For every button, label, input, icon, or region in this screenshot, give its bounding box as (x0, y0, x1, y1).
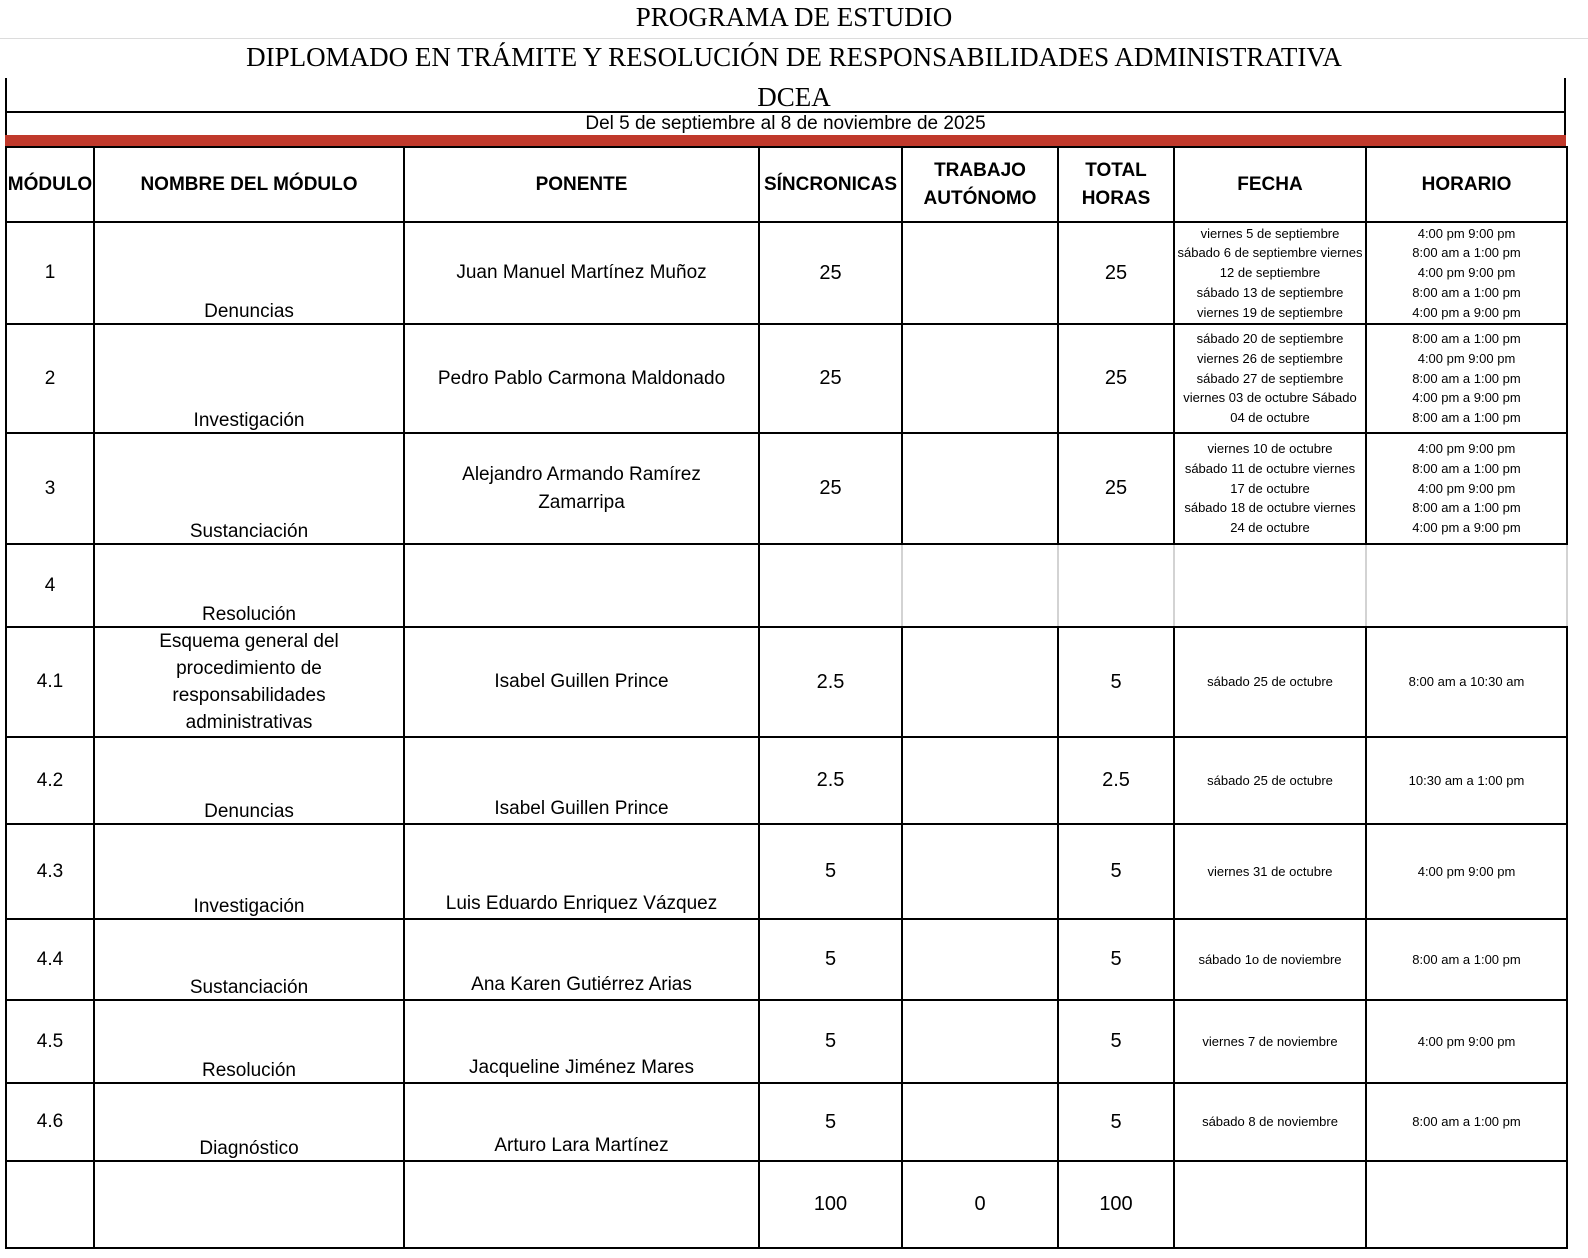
table-row (6, 544, 1567, 627)
trabajo-cell (902, 919, 1058, 1000)
horario-cell: 8:00 am a 1:00 pm (1366, 919, 1567, 1000)
modulo-cell: 4.2 (6, 737, 94, 824)
fecha-cell (1174, 544, 1366, 627)
total-cell: 25 (1058, 324, 1174, 433)
trabajo-cell (902, 824, 1058, 919)
horario-cell: 4:00 pm 9:00 pm 8:00 am a 1:00 pm 4:00 pm 9:00 pm 8:00 am a 1:00 pm 4:00 pm a 9:00 pm (1366, 222, 1567, 324)
horario-cell: 8:00 am a 10:30 am (1366, 627, 1567, 737)
table-row (6, 824, 1567, 919)
fecha-cell: sábado 1o de noviembre (1174, 919, 1366, 1000)
total-sincronicas: 100 (759, 1161, 902, 1248)
sincronicas-cell: 25 (759, 222, 902, 324)
fecha-cell: viernes 5 de septiembre sábado 6 de septiembre viernes 12 de septiembre sábado 13 de septiembre viernes 19 de septiembre (1174, 222, 1366, 324)
sincronicas-cell: 5 (759, 919, 902, 1000)
horario-cell (1366, 544, 1567, 627)
sincronicas-cell: 5 (759, 824, 902, 919)
horario-cell: 4:00 pm 9:00 pm (1366, 1000, 1567, 1083)
totals-row (6, 1161, 1567, 1248)
col-header-modulo: MÓDULO (6, 147, 94, 222)
nombre-cell: Denuncias (94, 222, 404, 324)
table-row (6, 433, 1567, 544)
total-cell: 5 (1058, 919, 1174, 1000)
nombre-cell: Denuncias (94, 737, 404, 824)
total-cell: 2.5 (1058, 737, 1174, 824)
col-header-ponente: PONENTE (404, 147, 759, 222)
trabajo-cell (902, 544, 1058, 627)
program-title: PROGRAMA DE ESTUDIO (635, 2, 953, 32)
table-row (6, 1000, 1567, 1083)
nombre-cell: Resolución (94, 544, 404, 627)
fecha-cell: viernes 10 de octubre sábado 11 de octubre viernes 17 de octubre sábado 18 de octubre viernes 24 de octubre (1174, 433, 1366, 544)
ponente-cell: Isabel Guillen Prince (404, 627, 759, 737)
header-row (6, 147, 1567, 222)
empty-cell (6, 1161, 94, 1248)
ponente-cell: Alejandro Armando Ramírez Zamarripa (404, 433, 759, 544)
sincronicas-cell: 5 (759, 1083, 902, 1161)
table-row (6, 919, 1567, 1000)
ponente-cell: Juan Manuel Martínez Muñoz (404, 222, 759, 324)
nombre-cell: Esquema general del procedimiento de responsabilidades administrativas (94, 627, 404, 737)
nombre-cell: Investigación (94, 824, 404, 919)
col-header-trabajo: TRABAJO AUTÓNOMO (902, 147, 1058, 222)
ponente-cell: Luis Eduardo Enriquez Vázquez (404, 824, 759, 919)
ponente-cell: Ana Karen Gutiérrez Arias (404, 919, 759, 1000)
sincronicas-cell: 2.5 (759, 627, 902, 737)
ponente-cell: Isabel Guillen Prince (404, 737, 759, 824)
nombre-cell: Investigación (94, 324, 404, 433)
horario-cell: 8:00 am a 1:00 pm (1366, 1083, 1567, 1161)
trabajo-cell (902, 1000, 1058, 1083)
trabajo-cell (902, 737, 1058, 824)
fecha-cell: sábado 25 de octubre (1174, 627, 1366, 737)
modulo-cell: 4.5 (6, 1000, 94, 1083)
col-header-horario: HORARIO (1366, 147, 1567, 222)
ponente-cell (404, 544, 759, 627)
trabajo-cell (902, 222, 1058, 324)
trabajo-cell (902, 627, 1058, 737)
table-row (6, 1083, 1567, 1161)
department-title: DCEA (757, 82, 831, 112)
empty-cell (404, 1161, 759, 1248)
modulo-cell: 4 (6, 544, 94, 627)
total-cell: 5 (1058, 1000, 1174, 1083)
sincronicas-cell: 5 (759, 1000, 902, 1083)
horario-cell: 4:00 pm 9:00 pm (1366, 824, 1567, 919)
nombre-cell: Sustanciación (94, 433, 404, 544)
diploma-title: DIPLOMADO EN TRÁMITE Y RESOLUCIÓN DE RESPONSABILIDADES ADMINISTRATIVA (246, 42, 1342, 72)
total-cell: 25 (1058, 433, 1174, 544)
total-horas: 100 (1058, 1161, 1174, 1248)
ponente-cell: Jacqueline Jiménez Mares (404, 1000, 759, 1083)
modulo-cell: 4.4 (6, 919, 94, 1000)
col-header-nombre: NOMBRE DEL MÓDULO (94, 147, 404, 222)
total-cell: 5 (1058, 1083, 1174, 1161)
empty-cell (94, 1161, 404, 1248)
ponente-cell: Pedro Pablo Carmona Maldonado (404, 324, 759, 433)
modulo-cell: 3 (6, 433, 94, 544)
modulo-cell: 2 (6, 324, 94, 433)
trabajo-cell (902, 324, 1058, 433)
total-cell: 5 (1058, 824, 1174, 919)
table-row (6, 627, 1567, 737)
sincronicas-cell: 25 (759, 433, 902, 544)
modulo-cell: 4.6 (6, 1083, 94, 1161)
horario-cell: 10:30 am a 1:00 pm (1366, 737, 1567, 824)
trabajo-cell (902, 433, 1058, 544)
fecha-cell: viernes 7 de noviembre (1174, 1000, 1366, 1083)
date-range: Del 5 de septiembre al 8 de noviembre de 2025 (5, 111, 1566, 135)
nombre-cell: Sustanciación (94, 919, 404, 1000)
col-header-sincronicas: SÍNCRONICAS (759, 147, 902, 222)
nombre-cell: Resolución (94, 1000, 404, 1083)
empty-cell (1366, 1161, 1567, 1248)
fecha-cell: viernes 31 de octubre (1174, 824, 1366, 919)
header-divider (0, 38, 1588, 39)
fecha-cell: sábado 8 de noviembre (1174, 1083, 1366, 1161)
fecha-cell: sábado 20 de septiembre viernes 26 de septiembre sábado 27 de septiembre viernes 03 de octubre Sábado 04 de octubre (1174, 324, 1366, 433)
empty-cell (1174, 1161, 1366, 1248)
red-accent-bar (5, 135, 1566, 146)
fecha-cell: sábado 25 de octubre (1174, 737, 1366, 824)
total-cell: 5 (1058, 627, 1174, 737)
schedule-table (5, 146, 1568, 1249)
total-trabajo: 0 (902, 1161, 1058, 1248)
horario-cell: 4:00 pm 9:00 pm 8:00 am a 1:00 pm 4:00 pm 9:00 pm 8:00 am a 1:00 pm 4:00 pm a 9:00 pm (1366, 433, 1567, 544)
modulo-cell: 1 (6, 222, 94, 324)
sincronicas-cell (759, 544, 902, 627)
col-header-total: TOTAL HORAS (1058, 147, 1174, 222)
table-row (6, 324, 1567, 433)
total-cell: 25 (1058, 222, 1174, 324)
col-header-fecha: FECHA (1174, 147, 1366, 222)
modulo-cell: 4.3 (6, 824, 94, 919)
horario-cell: 8:00 am a 1:00 pm 4:00 pm 9:00 pm 8:00 am a 1:00 pm 4:00 pm a 9:00 pm 8:00 am a 1:00 pm (1366, 324, 1567, 433)
trabajo-cell (902, 1083, 1058, 1161)
table-row (6, 222, 1567, 324)
sincronicas-cell: 25 (759, 324, 902, 433)
total-cell (1058, 544, 1174, 627)
ponente-cell: Arturo Lara Martínez (404, 1083, 759, 1161)
modulo-cell: 4.1 (6, 627, 94, 737)
sincronicas-cell: 2.5 (759, 737, 902, 824)
table-row (6, 737, 1567, 824)
nombre-cell: Diagnóstico (94, 1083, 404, 1161)
